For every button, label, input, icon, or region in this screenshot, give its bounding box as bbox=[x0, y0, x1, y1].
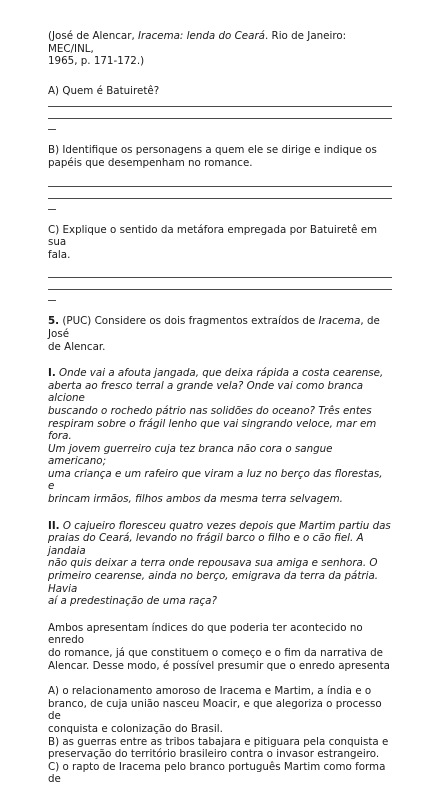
fragment-ii-line: primeiro cearense, ainda no berço, emigrava da terra da pátria. Havia bbox=[48, 570, 379, 595]
question-a: A) Quem é Batuiretê? bbox=[48, 84, 160, 97]
answer-line bbox=[48, 277, 392, 278]
question-number: 5. bbox=[48, 315, 60, 328]
fragment-ii-line: aí a predestinação de uma raça? bbox=[48, 595, 217, 608]
fragment-text: Onde vai a afouta jangada, que deixa rápida a costa cearense, bbox=[55, 367, 384, 380]
citation-line-1 bbox=[48, 30, 392, 55]
question-5-intro bbox=[48, 315, 392, 353]
analysis-line: Ambos apresentam índices do que poderia ter acontecido no enredo bbox=[48, 621, 363, 647]
fragment-ii-line bbox=[48, 520, 392, 533]
option-b-line: B) as guerras entre as tribos tabajara e pitiguara pela conquista e bbox=[48, 735, 389, 748]
fragment-ii bbox=[48, 520, 392, 608]
question-b-line-1: B) Identifique os personagens a quem ele se dirige e indique os bbox=[48, 144, 377, 157]
option-a-line: A) o relacionamento amoroso de Iracema e Martim, a índia e o bbox=[48, 685, 372, 698]
option-b[interactable] bbox=[48, 736, 392, 761]
option-c-line: C) o rapto de Iracema pelo branco português Martim como forma de bbox=[48, 760, 386, 786]
question-c-line-2: fala. bbox=[48, 248, 71, 261]
citation-author: (José de Alencar, bbox=[48, 30, 138, 42]
analysis-line: do romance, já que constituem o começo e o fim da narrativa de bbox=[48, 647, 383, 659]
fragment-text: O cajueiro floresceu quatro vezes depois que Martim partiu das bbox=[59, 519, 391, 532]
question-c-line-1: C) Explique o sentido da metáfora empregada por Batuiretê em sua bbox=[48, 223, 378, 249]
fragment-i-line: aberta ao fresco terral a grande vela? Onde vai como branca alcione bbox=[48, 379, 364, 405]
answer-line bbox=[48, 106, 392, 107]
question-b-line-2: papéis que desempenham no romance. bbox=[48, 156, 253, 169]
answer-dash bbox=[48, 129, 56, 130]
citation-title: Iracema: lenda do Ceará bbox=[138, 30, 265, 42]
fragment-ii-line: não quis deixar a terra onde repousava sua amiga e senhora. O bbox=[48, 557, 378, 570]
analysis-paragraph bbox=[48, 622, 392, 672]
question-b bbox=[48, 144, 392, 169]
question-5-line-2: de Alencar. bbox=[48, 340, 106, 353]
fragment-ii-line: praias do Ceará, levando no frágil barco o filho e o cão fiel. A jandaia bbox=[48, 532, 364, 557]
answer-area-b[interactable] bbox=[48, 186, 392, 210]
answer-area-c[interactable] bbox=[48, 277, 392, 301]
analysis-line: Alencar. Desse modo, é possível presumir que o enredo apresenta bbox=[48, 659, 390, 672]
answer-line bbox=[48, 186, 392, 187]
option-b-line: preservação do território brasileiro contra o invasor estrangeiro. bbox=[48, 748, 380, 761]
citation-publisher: . Rio de Janeiro: MEC/INL, bbox=[48, 30, 347, 55]
work-title: Iracema bbox=[318, 315, 361, 328]
answer-area-a[interactable] bbox=[48, 106, 392, 130]
question-5-line-1 bbox=[48, 315, 392, 340]
fragment-i-line: uma criança e um rafeiro que viram a luz no berço das florestas, e bbox=[48, 467, 383, 493]
fragment-i bbox=[48, 367, 392, 506]
option-a[interactable] bbox=[48, 685, 392, 735]
option-a-line: branco, de cuja união nasceu Moacir, e que alegoriza o processo de bbox=[48, 697, 382, 723]
option-c[interactable] bbox=[48, 761, 392, 786]
answer-dash bbox=[48, 300, 56, 301]
question-5-text: (PUC) Considere os dois fragmentos extraídos de bbox=[59, 315, 319, 328]
fragment-i-line: brincam irmãos, filhos ambos da mesma terra selvagem. bbox=[48, 493, 343, 506]
option-a-line: conquista e colonização do Brasil. bbox=[48, 722, 223, 735]
question-c bbox=[48, 224, 392, 262]
fragment-label: I. bbox=[48, 367, 56, 380]
source-citation bbox=[48, 30, 392, 68]
fragment-i-line: Um jovem guerreiro cuja tez branca não cora o sangue americano; bbox=[48, 442, 333, 468]
fragment-i-line: buscando o rochedo pátrio nas solidões do oceano? Três entes bbox=[48, 404, 372, 417]
fragment-i-line bbox=[48, 367, 392, 380]
citation-line-2: 1965, p. 171-172.) bbox=[48, 55, 145, 68]
question-5-author: , de José bbox=[48, 315, 380, 340]
answer-dash bbox=[48, 209, 56, 210]
fragment-i-line: respiram sobre o frágil lenho que vai singrando veloce, mar em fora. bbox=[48, 417, 377, 443]
fragment-label: II. bbox=[48, 519, 60, 532]
